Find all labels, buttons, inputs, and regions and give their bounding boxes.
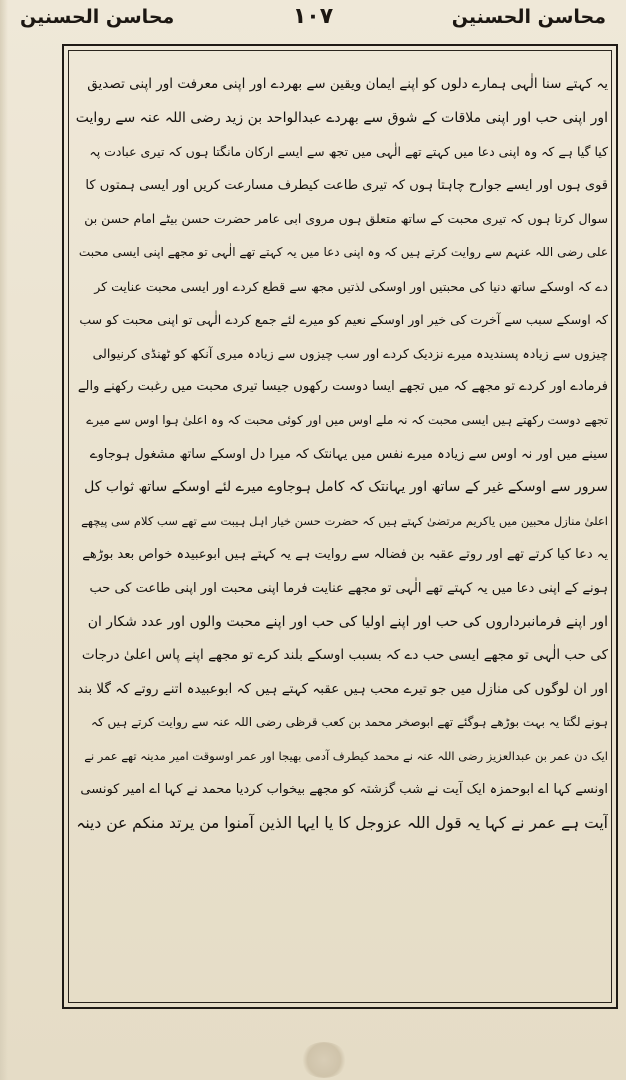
text-line: کیا گیا ہے کہ وہ اپنی دعا میں کہتے تھے الٰہی میں تجھ سے ایسے ارکان مانگتا ہوں کہ تیری عبادت پہ <box>89 144 608 160</box>
text-line: چیزوں سے زیادہ پسندیدہ میرے نزدیک کردے اور سب چیزوں سے زیادہ میری آنکھ کو ٹھنڈی کرنیوالی <box>92 345 608 361</box>
header-title-right: محاسن الحسنین <box>451 6 606 28</box>
text-line: کی حب الٰہی تو مجھے ایسی حب دے کہ بسبب اوسکے بلند کرے تو مجھے اپنے پاس اعلیٰ درجات <box>81 647 608 664</box>
text-line: اور اپنے فرمانبرداروں کی حب اور اپنے اولیا کی حب اور اپنے محبت والوں اور عدد شکار ان <box>87 613 608 630</box>
text-line: دے کہ اوسکے ساتھ دنیا کی محبتیں اور اوسکی لذتیں مجھ سے قطع کردے اور ایسی محبت عنایت کر <box>94 278 608 294</box>
text-line: آیت ہے عمر نے کہا یہ قول اللہ عزوجل کا یا ایہا الذین آمنوا من یرتد منکم عن دینہ <box>76 814 608 833</box>
text-line: ہونے لگتا یہ بہت بوڑھے ہوگئے تھے ابوصخر محمد بن کعب قرظی رضی اللہ عنہ سے روایت کرتے ہیں کہ <box>90 715 608 730</box>
running-header <box>20 4 606 38</box>
text-line: علی رضی اللہ عنہم سے روایت کرتے ہیں کہ وہ اپنی دعا میں یہ کہتے تھے الٰہی تو مجھے اپنی ایسی محبت <box>78 244 608 259</box>
text-frame <box>62 44 618 1009</box>
text-line: فرمادے اور کردے تو مجھے کہ میں تجھے ایسا دوست رکھوں جیسا تیری محبت میں رغبت رکھنے والے <box>77 379 608 395</box>
paper-stain <box>300 1042 348 1078</box>
text-line: تجھے دوست رکھتے ہیں ایسی محبت کہ نہ ملے اوس میں اور کوئی محبت کہ وہ اعلیٰ ہوا اوس سے میرے <box>86 412 608 427</box>
text-line: ایک دن عمر بن عبدالعزیز رضی اللہ عنہ نے محمد کیطرف آدمی بھیجا اور عمر اوسوقت امیر مدینہ تھے عمر نے <box>84 748 608 763</box>
text-line: یہ کہتے سنا الٰہی ہمارے دلوں کو اپنے ایمان ویقین سے بھردے اور اپنی معرفت اور اپنی تصدیق <box>87 76 608 92</box>
text-line: کہ اوسکے سبب سے آخرت کی خیر اور اوسکے نعیم کو میرے لئے جمع کردے الٰہی تو اپنی محبت کو سب <box>79 312 608 328</box>
text-line: سرور سے اوسکے غیر کے ساتھ اور یہانتک کہ کامل ہوجاوے میرے لئے اوسکے ساتھ ثواب کل <box>84 479 608 496</box>
text-line: اور ان لوگوں کی منازل میں جو تیرے محب ہیں عقبہ کہتے ہیں کہ ابوعبیدہ اتنے روتے کہ گلا بند <box>77 680 608 697</box>
page-number: ۱۰۷ <box>292 4 334 29</box>
text-line: سینے میں اور نہ اوس سے زیادہ میرے نفس میں یہانتک کہ میرا دل اوسکے ساتھ مشغول ہوجاوے <box>89 446 608 462</box>
text-line: یہ دعا کیا کرتے تھے اور روتے عقبہ بن فضالہ سے روایت ہے یہ کہتے ہیں ابوعبیدہ خواص بعد بوڑھے <box>82 547 608 563</box>
text-line: قوی ہوں اور ایسے جوارح چاہتا ہوں کہ تیری طاعت کیطرف مسارعت کریں اور ایسی ہمتوں کا <box>85 177 608 193</box>
text-line: اونسے کہا اے ابوحمزہ ایک آیت نے شب گزشتہ کو مجھے بیخواب کردیا محمد نے کہا اے امیر کونسی <box>80 782 608 798</box>
text-line: اور اپنی حب اور اپنی ملاقات کے شوق سے بھردے عبدالواحد بن زید رضی اللہ عنہ سے روایت <box>76 109 608 126</box>
text-line: اعلیٰ منازل محبین میں یاکریم مرتضیٰ کہتے ہیں کہ حضرت حسن خیار اہل ہیبت سے تھے سب کلام سی پیچھے <box>81 513 608 528</box>
page-edge-shadow <box>0 0 8 1080</box>
text-line: سوال کرتا ہوں کہ تیری محبت کے ساتھ متعلق ہوں مروی ابی عامر حضرت حسن بیٹے امام حسن بن <box>84 211 608 227</box>
text-line: ہونے کے اپنی دعا میں یہ کہتے تھے الٰہی تو مجھے عنایت فرما اپنی محبت اور اپنی طاعت کی حب <box>89 580 608 596</box>
header-title-left: محاسن الحسنین <box>20 6 175 28</box>
body-text <box>76 68 608 841</box>
